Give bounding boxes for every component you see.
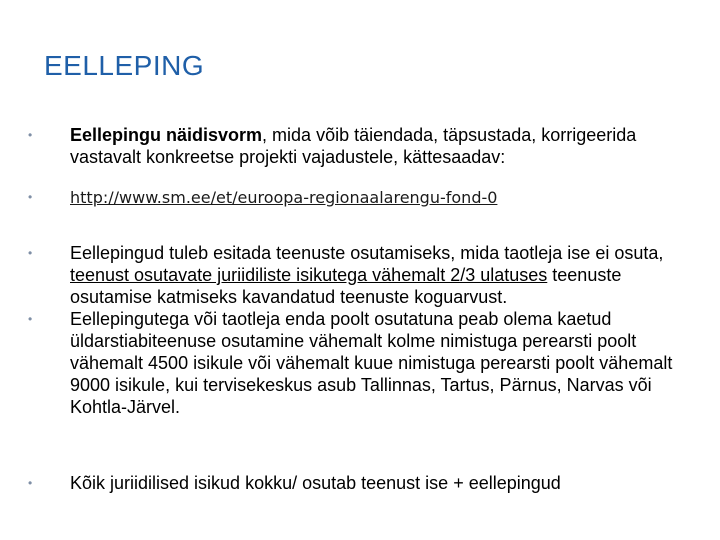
bullet-dot-icon: • <box>28 128 33 142</box>
bullet-text <box>70 186 690 209</box>
bullet-regular-text: , mida võib täiendada, täpsustada, korrigeerida vastavalt konkreetse projekti vajadustele, kättesaadav: <box>70 125 637 167</box>
bullet-text: Kõik juriidilised isikud kokku/ osutab teenust ise + eellepingud <box>70 473 561 493</box>
bullet-dot-icon: • <box>28 476 33 490</box>
slide-title: EELLEPING <box>44 50 205 81</box>
bullet-bold-text: Eellepingu näidisvorm <box>70 125 263 145</box>
bullet-underlined-text: teenust osutavate juriidiliste isikutega vähemalt 2/3 ulatuses <box>70 265 548 285</box>
bullet-text-before: Eellepingud tuleb esitada teenuste osutamiseks, mida taotleja ise ei osuta, <box>70 243 664 263</box>
bullet-text <box>70 124 690 168</box>
bullet-dot-icon: • <box>28 190 33 204</box>
bullet-text-after: teenuste osutamise katmiseks kavandatud teenuste koguarvust. <box>70 265 622 307</box>
fund-link[interactable]: http://www.sm.ee/et/euroopa-regionaalarengu-fond-0 <box>70 188 498 207</box>
bullet-dot-icon: • <box>28 246 33 260</box>
bullet-text <box>70 242 690 308</box>
bullet-dot-icon: • <box>28 312 33 326</box>
bullet-text: Eellepingutega või taotleja enda poolt osutatuna peab olema kaetud üldarstiabiteenuse osutamine vähemalt kolme nimistuga perearsti poolt vähemalt 4500 isikule või vähemalt kuue nimistuga perearsti poolt vähemalt 9000 isikule, kui tervisekeskus asub Tallinnas, Tartus, Pärnus, Narvas või Kohtla-Järvel. <box>70 309 673 417</box>
